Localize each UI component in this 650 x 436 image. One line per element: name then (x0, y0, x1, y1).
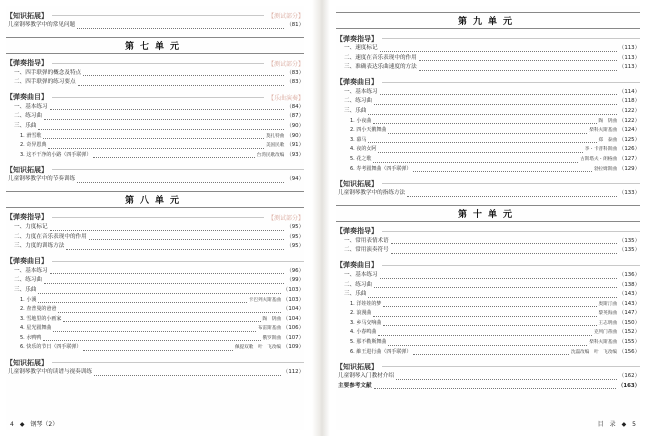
toc-entry-title: 6. 維王进行曲（四手联弹） (350, 348, 412, 355)
dot-leader (373, 162, 578, 163)
toc-entry-title: 1. 小夜曲 (350, 117, 372, 124)
section-label: 【知识拓展】 (6, 358, 48, 367)
toc-entry-page: （99） (286, 277, 304, 284)
section-rule (382, 265, 640, 266)
toc-entry[interactable] (336, 348, 640, 358)
toc-entry-page: （90） (286, 132, 304, 139)
toc-entry-title: 二、四手联弹的练习要点 (14, 79, 76, 86)
toc-entry-author: 古斯塔夫・朗格曲 (580, 156, 617, 162)
right-page (336, 6, 640, 430)
toc-entry-page: （135） (618, 247, 640, 254)
toc-entry-page: （127） (618, 155, 640, 162)
section-ghost-label: 【乐曲演奏】 (267, 94, 304, 102)
toc-entry-page: （103） (282, 286, 304, 293)
toc-entry-title: 4. 夜的女阿 (350, 146, 377, 153)
toc-entry-title: 二、练习曲 (344, 281, 372, 288)
unit-title: 第八单元 (6, 191, 304, 208)
dot-leader (50, 109, 285, 110)
toc-entry[interactable] (336, 107, 640, 117)
toc-entry-title: 一、速度标记 (344, 45, 378, 51)
dot-leader (407, 196, 617, 197)
toc-entry-author: 克列门蒂曲 (593, 330, 617, 336)
section-header (336, 361, 640, 372)
toc-entry-author: 美国民歌 (265, 143, 285, 149)
section-header (6, 164, 304, 175)
left-page-footer: 4 ◆ 钢琴（2） (10, 421, 59, 428)
section-label: 【弹奏曲目】 (6, 257, 48, 266)
section-header (6, 10, 304, 21)
toc-entry-page: （107） (282, 334, 304, 341)
toc-entry[interactable] (336, 117, 640, 127)
toc-entry[interactable] (6, 103, 304, 113)
toc-entry[interactable] (6, 132, 304, 142)
dot-leader (383, 306, 596, 307)
dot-leader (383, 325, 596, 326)
toc-entry-title: 儿童钢琴教学中的节奏训练 (8, 176, 76, 183)
toc-entry-page: （147） (618, 310, 640, 317)
toc-entry-title: 主要参考文献 (338, 382, 372, 389)
dot-leader (368, 142, 596, 143)
toc-entry-page: （143） (618, 300, 640, 307)
dot-leader (413, 354, 569, 355)
dot-leader (391, 243, 617, 244)
toc-entry-page: （163） (617, 382, 640, 389)
dot-leader (368, 297, 617, 298)
dot-leader (380, 94, 617, 95)
dot-leader (43, 138, 264, 139)
section-header (6, 357, 304, 368)
toc-entry-title: 三、乐曲 (344, 291, 367, 298)
toc-entry-page: （133） (618, 190, 640, 197)
toc-entry-title: 二、速度在音乐表现中的作用 (344, 54, 417, 61)
toc-entry-page: （93） (286, 151, 304, 158)
toc-entry-title: 一、四手联弹的概念及特点 (14, 69, 82, 76)
toc-entry[interactable] (6, 343, 304, 353)
toc-entry-author: 佩提双歌 叶 飞改编 (234, 345, 281, 351)
section-label: 【弹奏指导】 (6, 213, 48, 222)
section-header (6, 212, 304, 223)
section-label: 【弹奏指导】 (336, 227, 378, 236)
toc-entry-author: 俄罗斯曲 (262, 335, 281, 341)
section-rule (52, 97, 264, 98)
section-label: 【弹奏指导】 (6, 59, 48, 68)
section-header (6, 58, 304, 69)
toc-entry-page: （125） (618, 136, 640, 143)
toc-entry[interactable] (6, 151, 304, 161)
toc-entry[interactable] (336, 165, 640, 175)
toc-entry[interactable] (336, 54, 640, 64)
toc-entry-author: 勃拉姆斯曲 (593, 166, 617, 172)
toc-entry-author: 台湾民歌改编 (256, 152, 285, 158)
toc-entry-page: （104） (282, 306, 304, 313)
dot-leader (50, 273, 285, 274)
dot-leader (53, 331, 256, 332)
toc-entry-title: 1. 小溪 (20, 296, 37, 303)
toc-entry[interactable] (6, 276, 304, 286)
toc-entry-title: 1. 洋娃娃的梦 (350, 300, 382, 307)
toc-entry-title: 三、乐曲 (344, 107, 367, 114)
toc-entry[interactable] (336, 44, 640, 54)
toc-entry-author: 柴科夫斯基曲 (589, 128, 617, 134)
dot-leader (48, 148, 264, 149)
toc-entry[interactable] (336, 145, 640, 155)
toc-entry[interactable] (336, 246, 640, 256)
toc-entry[interactable] (336, 319, 640, 329)
toc-entry-title: 二、练习曲 (14, 113, 42, 120)
unit-title: 第九单元 (336, 12, 640, 29)
toc-entry[interactable] (336, 328, 640, 338)
dot-leader (63, 321, 260, 322)
section-rule (52, 362, 304, 363)
toc-entry[interactable] (6, 305, 304, 315)
toc-entry[interactable] (6, 78, 304, 88)
dot-leader (50, 230, 285, 231)
toc-entry-author: 王志明曲 (598, 320, 617, 326)
toc-entry-page: （95） (286, 233, 304, 240)
section-header (6, 92, 304, 103)
toc-entry-title: 一、力度标记 (14, 223, 48, 230)
dot-leader (380, 278, 617, 279)
toc-entry-author: 郑 泰曲 (598, 137, 617, 143)
toc-entry[interactable] (336, 338, 640, 348)
toc-entry-title: 4. 星光圆舞曲 (20, 325, 52, 332)
dot-leader (388, 345, 587, 346)
dot-leader (93, 157, 254, 158)
toc-entry-author: 卡巴列夫斯基曲 (248, 297, 281, 303)
toc-entry-page: （81） (286, 22, 304, 28)
right-page-content (336, 12, 640, 391)
dot-leader (378, 335, 592, 336)
toc-entry-title: 5. 那不勒斯舞曲 (350, 339, 387, 346)
left-page (6, 6, 304, 430)
section-rule (52, 217, 264, 218)
toc-entry-title: 4. 小春鸣曲 (350, 329, 377, 336)
toc-entry[interactable] (6, 368, 304, 378)
toc-entry[interactable] (6, 69, 304, 79)
dot-leader (380, 51, 617, 52)
section-label: 【知识拓展】 (6, 165, 48, 174)
toc-entry-title: 3. 这不干净的小路（四手联弹） (20, 151, 92, 158)
dot-leader (78, 85, 285, 86)
toc-entry[interactable] (6, 122, 304, 132)
toc-entry-author: 黎英海曲 (598, 311, 617, 317)
section-rule (52, 63, 264, 64)
toc-entry-page: （95） (286, 223, 304, 230)
toc-entry[interactable] (6, 296, 304, 306)
toc-entry[interactable] (336, 372, 640, 382)
section-rule (52, 261, 304, 262)
toc-entry-page: （113） (618, 54, 640, 61)
toc-entry-author: 奥斯汀曲 (598, 301, 617, 307)
toc-entry[interactable] (6, 242, 304, 252)
toc-entry[interactable] (6, 233, 304, 243)
toc-entry[interactable] (6, 175, 304, 185)
toc-entry-title: 6. 寿考圆舞曲（四手联弹） (350, 165, 412, 172)
toc-entry-page: （109） (282, 344, 304, 351)
toc-entry-title: 一、常用表情术语 (344, 237, 389, 244)
unit-title: 第七单元 (6, 37, 304, 54)
toc-entry-page: （91） (286, 142, 304, 149)
toc-entry-page: （95） (286, 243, 304, 250)
toc-entry-page: （118） (618, 98, 640, 105)
toc-entry-page: （162） (618, 373, 640, 380)
toc-entry-page: （84） (286, 103, 304, 110)
section-label: 【知识拓展】 (336, 362, 378, 371)
toc-entry-title: 一、基本练习 (344, 88, 378, 95)
dot-leader (373, 316, 596, 317)
toc-entry-title: 儿童钢琴教学中的指练方法 (338, 190, 406, 197)
section-label: 【弹奏曲目】 (336, 261, 378, 270)
toc-entry-title: 儿童钢琴教学中的读谱与视奏训练 (8, 369, 92, 376)
toc-entry-page: （155） (618, 339, 640, 346)
dot-leader (374, 287, 617, 288)
dot-leader (66, 249, 284, 250)
section-header (336, 77, 640, 88)
dot-leader (58, 312, 281, 313)
toc-entry[interactable] (6, 141, 304, 151)
toc-entry-title: 三、乐曲 (14, 122, 37, 129)
toc-entry-page: （83） (286, 69, 304, 76)
toc-entry-author: 陶 钥曲 (262, 316, 281, 322)
section-rule (52, 15, 264, 16)
toc-entry[interactable] (336, 281, 640, 291)
toc-entry-page: （135） (618, 237, 640, 244)
toc-entry-title: 儿童钢琴入门教材介绍 (338, 373, 394, 380)
dot-leader (77, 28, 284, 29)
toc-entry-page: （122） (618, 107, 640, 114)
section-rule (382, 183, 640, 184)
toc-entry[interactable] (336, 88, 640, 98)
toc-entry[interactable] (336, 189, 640, 199)
section-header (336, 260, 640, 271)
dot-leader (83, 75, 284, 76)
toc-entry[interactable] (6, 315, 304, 325)
toc-entry-page: （152） (618, 329, 640, 336)
toc-entry-title: 6. 快乐的节日（四手联弹） (20, 344, 82, 351)
toc-entry-page: （112） (282, 369, 304, 376)
toc-entry-author: 布雷斯基曲 (257, 326, 281, 332)
toc-entry-title: 三、准确表达乐曲速度的方法 (344, 64, 417, 71)
dot-leader (396, 379, 617, 380)
dot-leader (77, 182, 284, 183)
section-rule (382, 366, 640, 367)
toc-entry-title: 3. 乡马交响曲 (350, 319, 382, 326)
toc-entry-page: （138） (618, 281, 640, 288)
toc-entry-page: （114） (618, 88, 640, 95)
toc-entry[interactable] (6, 334, 304, 344)
toc-entry-title: 3. 幕马 (350, 136, 367, 143)
toc-entry-page: （129） (618, 165, 640, 172)
toc-entry[interactable] (6, 21, 304, 31)
dot-leader (89, 239, 285, 240)
toc-entry-page: （106） (282, 325, 304, 332)
toc-entry-author: 沈磊改编 叶 飞改编 (570, 349, 617, 355)
dot-leader (38, 302, 246, 303)
toc-entry-title: 一、基本练习 (14, 103, 48, 110)
toc-entry-page: （150） (618, 319, 640, 326)
section-ghost-label: 【测试部分】 (267, 13, 304, 20)
toc-entry-title: 一、基本练习 (14, 267, 48, 274)
toc-entry-page: （96） (286, 267, 304, 274)
toc-entry[interactable] (6, 267, 304, 277)
toc-entry-title: 3. 雪地里的小画家 (20, 315, 62, 322)
toc-entry-title: 2. 浪漫曲 (350, 310, 372, 317)
toc-entry-title: 2. 奇异恩典 (20, 142, 47, 149)
section-label: 【弹奏指导】 (336, 34, 378, 43)
toc-entry-author: 莫扎特曲 (265, 133, 285, 139)
toc-entry-author: 柴科夫斯基曲 (589, 340, 617, 346)
toc-entry-title: 儿童钢琴教学中的常见问题 (8, 22, 76, 28)
toc-entry-author: 李・卡普科斯曲 (584, 147, 617, 153)
toc-entry[interactable] (6, 112, 304, 122)
dot-leader (388, 133, 587, 134)
dot-leader (419, 60, 617, 61)
section-rule (382, 38, 640, 39)
toc-entry-page: （124） (618, 127, 640, 134)
toc-entry-page: （126） (618, 146, 640, 153)
toc-entry-title: 二、常用演奏符号 (344, 247, 389, 254)
dot-leader (38, 129, 284, 130)
section-label: 【知识拓展】 (6, 11, 48, 20)
dot-leader (43, 340, 260, 341)
section-header (6, 256, 304, 267)
dot-leader (38, 293, 281, 294)
toc-entry-title: 二、练习曲 (344, 98, 372, 105)
toc-entry-page: （83） (286, 79, 304, 86)
toc-entry[interactable] (336, 136, 640, 146)
toc-entry-page: （94） (286, 176, 304, 183)
toc-entry-page: （143） (618, 291, 640, 298)
toc-entry-title: 2. 四小天鹅舞曲 (350, 127, 387, 134)
section-ghost-label: 【测试部分】 (267, 214, 304, 222)
section-header (336, 226, 640, 237)
section-ghost-label: 【测试部分】 (267, 60, 304, 68)
toc-entry-page: （87） (286, 113, 304, 120)
toc-entry[interactable] (336, 126, 640, 136)
toc-entry-author: 陶 钥曲 (598, 118, 617, 124)
dot-leader (94, 375, 281, 376)
section-header (336, 33, 640, 44)
toc-entry-page: （104） (282, 315, 304, 322)
toc-entry[interactable] (6, 286, 304, 296)
toc-entry-page: （113） (618, 64, 640, 71)
toc-entry-page: （122） (618, 117, 640, 124)
toc-entry[interactable] (336, 97, 640, 107)
section-label: 【知识拓展】 (336, 179, 378, 188)
toc-entry-page: （136） (618, 271, 640, 278)
dot-leader (419, 70, 617, 71)
toc-entry[interactable] (336, 63, 640, 73)
dot-leader (373, 123, 596, 124)
toc-entry-title: 一、基本练习 (344, 271, 378, 278)
toc-entry[interactable] (336, 290, 640, 300)
section-header (336, 178, 640, 189)
toc-entry-title: 5. 水鸭鸭 (20, 334, 42, 341)
dot-leader (368, 114, 617, 115)
dot-leader (374, 104, 617, 105)
dot-leader (374, 388, 616, 389)
toc-entry[interactable] (336, 271, 640, 281)
dot-leader (44, 283, 284, 284)
toc-entry[interactable] (336, 382, 640, 392)
toc-entry[interactable] (336, 300, 640, 310)
toc-entry-title: 二、练习曲 (14, 277, 42, 284)
toc-entry[interactable] (336, 237, 640, 247)
dot-leader (44, 119, 284, 120)
right-page-footer: 目 录 ◆ 5 (597, 421, 636, 428)
toc-entry-page: （113） (618, 45, 640, 51)
toc-entry-title: 二、力度在音乐表现中的作用 (14, 233, 87, 240)
toc-entry[interactable] (6, 324, 304, 334)
toc-entry-title: 1. 滑雪歌 (20, 132, 42, 139)
toc-entry-page: （103） (282, 296, 304, 303)
dot-leader (83, 350, 233, 351)
dot-leader (378, 152, 582, 153)
book-gutter (312, 0, 330, 436)
toc-entry[interactable] (6, 223, 304, 233)
toc-entry[interactable] (336, 155, 640, 165)
dot-leader (413, 171, 592, 172)
toc-entry-title: 2. 查普曼的爸爸 (20, 306, 57, 313)
dot-leader (391, 253, 617, 254)
unit-title: 第十单元 (336, 205, 640, 222)
toc-entry-page: （156） (618, 348, 640, 355)
left-page-content (6, 10, 304, 378)
toc-entry-title: 三、乐曲 (14, 286, 37, 293)
toc-entry-title: 5. 花之歌 (350, 155, 372, 162)
section-rule (382, 82, 640, 83)
section-label: 【弹奏曲目】 (6, 93, 48, 102)
toc-entry-page: （90） (286, 122, 304, 129)
toc-entry-title: 三、力度的训练方法 (14, 243, 65, 250)
toc-entry[interactable] (336, 309, 640, 319)
section-rule (52, 169, 304, 170)
section-label: 【弹奏曲目】 (336, 78, 378, 87)
section-rule (382, 231, 640, 232)
